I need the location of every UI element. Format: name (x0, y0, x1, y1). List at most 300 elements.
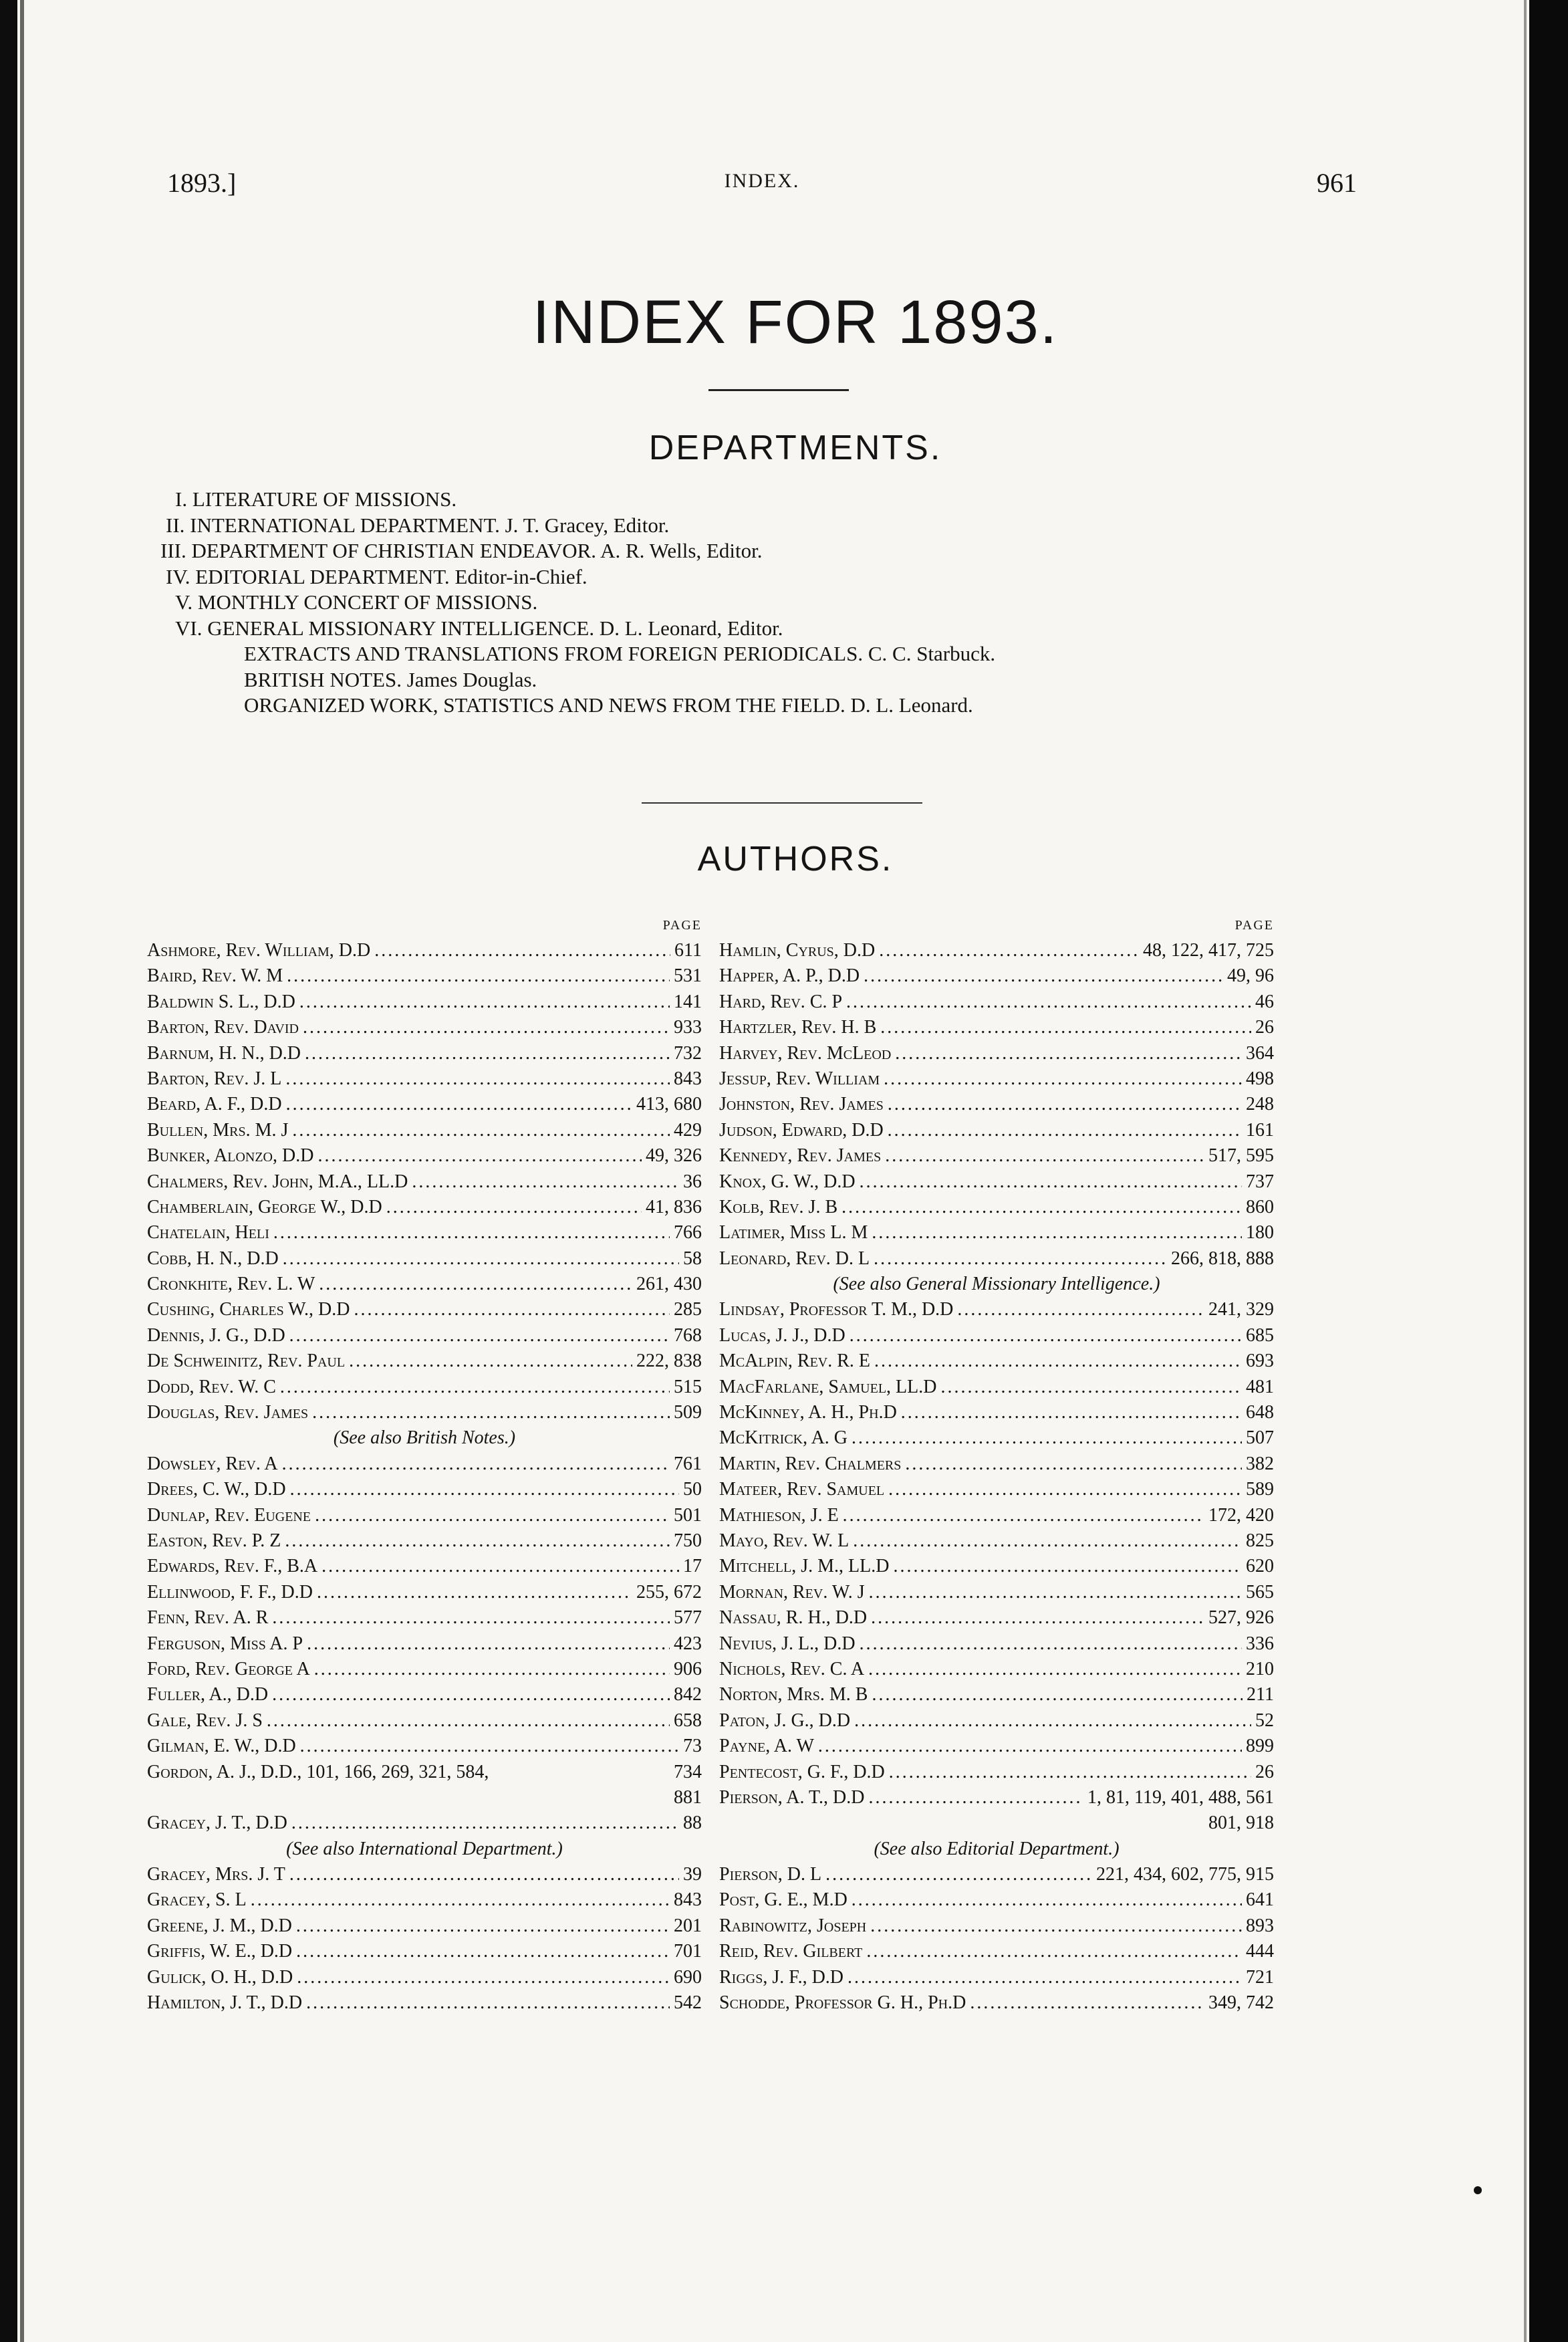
dot-leader (905, 1451, 1242, 1477)
page-references: 349, 742 (1208, 1992, 1274, 2014)
author-name: Jessup, Rev. William (719, 1068, 880, 1089)
page-references: 481 (1246, 1376, 1274, 1397)
department-title: GENERAL MISSIONARY INTELLIGENCE. (207, 616, 595, 640)
page-references: 46 (1255, 991, 1274, 1012)
author-entry (147, 1015, 702, 1040)
department-numeral: V. (175, 590, 193, 614)
dot-leader (970, 1990, 1204, 2016)
author-entry (719, 1862, 1274, 1887)
scan-edge-right-shadow (1524, 0, 1527, 2342)
page-references: 423 (674, 1633, 702, 1654)
author-entry (147, 1066, 702, 1092)
author-name: Douglas, Rev. James (147, 1402, 309, 1423)
author-name: Dowsley, Rev. A (147, 1453, 278, 1474)
author-name: Gulick, O. H., D.D (147, 1966, 293, 1988)
author-name: Harvey, Rev. McLeod (719, 1042, 892, 1064)
author-entry (147, 1682, 702, 1708)
dot-leader (319, 1272, 632, 1297)
author-entry (147, 963, 702, 989)
author-name: Hamilton, J. T., D.D (147, 1992, 303, 2014)
author-name: Ford, Rev. George A (147, 1658, 310, 1679)
dot-leader (287, 963, 670, 989)
dot-leader (853, 1528, 1242, 1554)
subitem-editor: James Douglas. (406, 667, 537, 691)
author-entry (719, 1092, 1274, 1117)
department-numeral: II. (166, 513, 185, 537)
author-name: Nevius, J. L., D.D (719, 1633, 856, 1654)
author-name: Bunker, Alonzo, D.D (147, 1145, 314, 1167)
author-entry (719, 1041, 1274, 1066)
page-column-label: PAGE (662, 918, 702, 933)
dot-leader (317, 1580, 632, 1605)
author-entry (719, 1169, 1274, 1195)
dot-leader (868, 1785, 1083, 1810)
page-references: 843 (674, 1068, 702, 1089)
page-references: 648 (1246, 1402, 1274, 1423)
author-entry (719, 1605, 1274, 1631)
dot-leader (303, 1015, 670, 1040)
dot-leader (286, 1092, 632, 1117)
author-name: Lindsay, Professor T. M., D.D (719, 1299, 954, 1320)
department-title: INTERNATIONAL DEPARTMENT. (190, 513, 500, 537)
author-name: Gracey, J. T., D.D (147, 1812, 287, 1834)
author-name: Chalmers, Rev. John, M.A., LL.D (147, 1171, 408, 1192)
dot-leader (869, 1580, 1242, 1605)
author-entry (719, 963, 1274, 989)
dot-leader (305, 1041, 670, 1066)
page-references: 49, 326 (646, 1145, 702, 1167)
page-references: 382 (1246, 1453, 1274, 1474)
author-entry (719, 1760, 1274, 1785)
page-references: 221, 434, 602, 775, 915 (1096, 1864, 1274, 1885)
page-references: 611 (674, 940, 702, 961)
department-editor: D. L. Leonard, Editor. (599, 616, 783, 640)
page-references: 565 (1246, 1581, 1274, 1603)
author-entry (147, 1272, 702, 1297)
see-also-note: (See also International Department.) (286, 1838, 563, 1859)
page-references: 285 (674, 1299, 702, 1320)
author-entry (719, 938, 1274, 963)
department-title: EDITORIAL DEPARTMENT. (195, 564, 450, 588)
page-references: 50 (683, 1479, 702, 1500)
author-entry (719, 1451, 1274, 1477)
department-item (160, 513, 1417, 539)
dot-leader (272, 1682, 670, 1708)
author-name: Mateer, Rev. Samuel (719, 1479, 885, 1500)
dot-leader (251, 1887, 670, 1913)
subitem-title: BRITISH NOTES. (244, 667, 402, 691)
dot-leader (957, 1297, 1204, 1322)
page-references: 737 (1246, 1171, 1274, 1192)
author-name: McKinney, A. H., Ph.D (719, 1402, 897, 1423)
dot-leader (872, 1682, 1243, 1708)
page-references: 685 (1246, 1324, 1274, 1346)
department-subitem (160, 693, 1417, 719)
author-entry (719, 989, 1274, 1015)
author-entry (147, 1708, 702, 1734)
author-name: Nassau, R. H., D.D (719, 1607, 868, 1629)
author-entry (719, 1246, 1274, 1272)
dot-leader (296, 1939, 670, 1964)
page-references: 261, 430 (636, 1274, 702, 1295)
dot-leader (412, 1169, 679, 1195)
dot-leader (273, 1220, 670, 1246)
author-entry (147, 1990, 702, 2016)
dot-leader (349, 1349, 632, 1374)
author-name: Fenn, Rev. A. R (147, 1607, 269, 1629)
page-references: 336 (1246, 1633, 1274, 1654)
author-entry (719, 1708, 1274, 1734)
dot-leader (885, 1143, 1204, 1169)
page-references: 693 (1246, 1351, 1274, 1372)
page-references: 577 (674, 1607, 702, 1629)
author-entry (719, 1785, 1274, 1810)
department-editor: Editor-in-Chief. (454, 564, 587, 588)
department-item (160, 487, 1417, 513)
author-entry (147, 1862, 702, 1887)
running-head-year: 1893.] (167, 168, 237, 198)
author-name: Payne, A. W (719, 1736, 814, 1757)
page-references: 172, 420 (1208, 1504, 1274, 1526)
author-entry (147, 1939, 702, 1964)
author-entry (719, 1477, 1274, 1502)
author-entry (147, 1451, 702, 1477)
page-references: 761 (674, 1453, 702, 1474)
department-numeral: I. (175, 487, 188, 511)
dot-leader (317, 1143, 642, 1169)
dot-leader (895, 1041, 1242, 1066)
page-references: 73 (683, 1736, 702, 1757)
department-subitem (160, 667, 1417, 693)
dot-leader (888, 1477, 1242, 1502)
author-name: Rabinowitz, Joseph (719, 1915, 867, 1936)
department-editor: J. T. Gracey, Editor. (505, 513, 670, 537)
author-name: McAlpin, Rev. R. E (719, 1351, 871, 1372)
department-item (160, 564, 1417, 590)
author-name: Mathieson, J. E (719, 1504, 839, 1526)
dot-leader (818, 1734, 1242, 1759)
dot-leader (868, 1657, 1242, 1682)
author-entry (147, 1657, 702, 1682)
author-entry (719, 1657, 1274, 1682)
author-name: Lucas, J. J., D.D (719, 1324, 845, 1346)
author-name: Judson, Edward, D.D (719, 1119, 884, 1141)
dot-leader (843, 1503, 1204, 1528)
author-name: Dodd, Rev. W. C (147, 1376, 276, 1397)
page-references: 222, 838 (636, 1351, 702, 1372)
author-name: Ashmore, Rev. William, D.D (147, 940, 371, 961)
dot-leader (290, 1477, 679, 1502)
author-name: Ferguson, Miss A. P (147, 1633, 303, 1654)
see-also-note: (See also British Notes.) (333, 1427, 516, 1449)
author-name: Gracey, S. L (147, 1889, 247, 1911)
page-references: 860 (1246, 1196, 1274, 1217)
author-name: Chamberlain, George W., D.D (147, 1196, 382, 1217)
page-references: 26 (1255, 1017, 1274, 1038)
author-name: Chatelain, Heli (147, 1222, 269, 1244)
page-references: 39 (683, 1864, 702, 1885)
department-editor: A. R. Wells, Editor. (600, 539, 763, 562)
dot-leader (847, 1965, 1242, 1990)
subitem-editor: D. L. Leonard. (850, 693, 973, 717)
author-entry (147, 1477, 702, 1502)
dot-leader (285, 1066, 670, 1092)
author-name: Mornan, Rev. W. J (719, 1581, 865, 1603)
dot-leader (289, 1862, 679, 1887)
dot-leader (825, 1862, 1092, 1887)
page-references: 248 (1246, 1094, 1274, 1115)
author-entry (719, 1015, 1274, 1040)
page-references: 241, 329 (1208, 1299, 1274, 1320)
dot-leader (872, 1220, 1242, 1246)
author-entry (719, 1990, 1274, 2016)
authors-column-left (147, 913, 702, 2016)
page-references: 906 (674, 1658, 702, 1679)
page-references: 509 (674, 1402, 702, 1423)
department-title: LITERATURE OF MISSIONS. (192, 487, 457, 511)
author-name: Schodde, Professor G. H., Ph.D (719, 1992, 966, 2014)
author-entry (147, 1092, 702, 1117)
page-references: 825 (1246, 1530, 1274, 1551)
author-entry (719, 1220, 1274, 1246)
author-entry (147, 1118, 702, 1143)
author-entry (147, 1631, 702, 1657)
dot-leader (315, 1503, 670, 1528)
page-references: 501 (674, 1504, 702, 1526)
dot-leader (289, 1323, 670, 1349)
dot-leader (841, 1195, 1242, 1220)
author-name: Hamlin, Cyrus, D.D (719, 940, 876, 961)
dot-leader (272, 1605, 670, 1631)
page-references: 48, 122, 417, 725 (1143, 940, 1274, 961)
author-entry (719, 1066, 1274, 1092)
author-entry (147, 1760, 702, 1785)
dot-leader (291, 1810, 679, 1836)
author-name: Happer, A. P., D.D (719, 965, 860, 987)
author-name: Dennis, J. G., D.D (147, 1324, 285, 1346)
dot-leader (297, 1965, 670, 1990)
author-name: Fuller, A., D.D (147, 1684, 269, 1706)
author-entry (719, 1143, 1274, 1169)
department-numeral: IV. (166, 564, 190, 588)
page-references: 542 (674, 1992, 702, 2014)
author-entry (147, 1605, 702, 1631)
author-name: Paton, J. G., D.D (719, 1710, 851, 1731)
author-entry (719, 1425, 1274, 1451)
see-also-note: (See also Editorial Department.) (874, 1838, 1120, 1859)
dot-leader (386, 1195, 642, 1220)
author-name: Kolb, Rev. J. B (719, 1196, 838, 1217)
dot-leader (852, 1887, 1242, 1913)
author-name: Latimer, Miss L. M (719, 1222, 868, 1244)
author-name: Johnston, Rev. James (719, 1094, 884, 1115)
dot-leader (874, 1349, 1242, 1374)
dot-leader (299, 989, 670, 1015)
author-name: Baird, Rev. W. M (147, 965, 283, 987)
page-references: 180 (1246, 1222, 1274, 1244)
page-references: 893 (1246, 1915, 1274, 1936)
running-head-title: INDEX. (724, 170, 800, 192)
department-item (160, 590, 1417, 616)
author-entry (719, 1580, 1274, 1605)
page-references: 498 (1246, 1068, 1274, 1089)
author-entry (147, 1375, 702, 1400)
author-entry (719, 1375, 1274, 1400)
author-entry (719, 1118, 1274, 1143)
dot-leader (283, 1246, 679, 1272)
departments-list (160, 487, 1417, 719)
page-references: 658 (674, 1710, 702, 1731)
page-references: 201 (674, 1915, 702, 1936)
page-references: 429 (674, 1119, 702, 1141)
author-name: Mayo, Rev. W. L (719, 1530, 850, 1551)
department-item (160, 616, 1417, 642)
author-entry (147, 1810, 702, 1836)
page-references: 1, 81, 119, 401, 488, 561 (1087, 1786, 1274, 1808)
page-references: 701 (674, 1941, 702, 1962)
author-entry (147, 989, 702, 1015)
page-references: 49, 96 (1227, 965, 1274, 987)
dot-leader (874, 1246, 1167, 1272)
author-name: MacFarlane, Samuel, LL.D (719, 1376, 937, 1397)
document-page (114, 0, 1477, 2342)
page-references: 17 (683, 1556, 702, 1577)
scan-edge-left (0, 0, 17, 2342)
author-name: Pierson, D. L (719, 1864, 822, 1885)
author-name: Griffis, W. E., D.D (147, 1941, 293, 1962)
page-references: 58 (683, 1248, 702, 1269)
author-name: Reid, Rev. Gilbert (719, 1941, 863, 1962)
author-name: Barnum, H. N., D.D (147, 1042, 301, 1064)
author-name: Beard, A. F., D.D (147, 1094, 282, 1115)
dot-leader (282, 1451, 670, 1477)
author-name: Cushing, Charles W., D.D (147, 1299, 350, 1320)
author-name: Baldwin S. L., D.D (147, 991, 295, 1012)
dot-leader (850, 1323, 1242, 1349)
author-entry (719, 1734, 1274, 1759)
dot-leader (860, 1169, 1242, 1195)
page-references: 750 (674, 1530, 702, 1551)
author-entry (719, 1528, 1274, 1554)
author-entry (147, 1349, 702, 1374)
author-name: McKitrick, A. G (719, 1427, 848, 1449)
see-also-note: (See also General Missionary Intelligence.) (833, 1274, 1160, 1295)
subitem-title: ORGANIZED WORK, STATISTICS AND NEWS FROM THE FIELD. (244, 693, 845, 717)
author-entry (147, 1734, 702, 1759)
author-entry (147, 1400, 702, 1425)
dot-leader (880, 1015, 1251, 1040)
dot-leader (940, 1375, 1242, 1400)
dot-leader (292, 1118, 670, 1143)
page-references: 589 (1246, 1479, 1274, 1500)
authors-column-right (719, 913, 1274, 2016)
page-references: 515 (674, 1376, 702, 1397)
author-entry (719, 1682, 1274, 1708)
author-entry (147, 1580, 702, 1605)
page-references: 732 (674, 1042, 702, 1064)
dot-leader (884, 1066, 1242, 1092)
author-entry (147, 1143, 702, 1169)
author-name: Pentecost, G. F., D.D (719, 1761, 885, 1782)
page-references: 413, 680 (636, 1094, 702, 1115)
author-entry (719, 1887, 1274, 1913)
page-references: 768 (674, 1324, 702, 1346)
author-entry (719, 1965, 1274, 1990)
dot-leader (879, 938, 1139, 963)
author-entry (719, 1913, 1274, 1939)
author-entry (147, 1554, 702, 1579)
dot-leader (307, 1631, 670, 1657)
page-references: 734 (674, 1761, 702, 1782)
author-name: Norton, Mrs. M. B (719, 1684, 868, 1706)
dot-leader (285, 1528, 670, 1554)
dot-leader (871, 1605, 1204, 1631)
author-name: Dunlap, Rev. Eugene (147, 1504, 311, 1526)
author-name: Pierson, A. T., D.D (719, 1786, 865, 1808)
author-name: Cronkhite, Rev. L. W (147, 1274, 315, 1295)
author-entry (719, 1297, 1274, 1322)
page-references: 620 (1246, 1556, 1274, 1577)
dot-leader (374, 938, 670, 963)
author-name: Ellinwood, F. F., D.D (147, 1581, 313, 1603)
author-name: Gale, Rev. J. S (147, 1710, 263, 1731)
dot-leader (866, 1939, 1242, 1964)
author-entry (147, 1195, 702, 1220)
page-references: 933 (674, 1017, 702, 1038)
dot-leader (312, 1400, 670, 1425)
dot-leader (888, 1118, 1242, 1143)
dot-leader (354, 1297, 670, 1322)
author-entry (719, 1631, 1274, 1657)
department-numeral: III. (160, 539, 186, 562)
page-references: 507 (1246, 1427, 1274, 1449)
author-entry (147, 1220, 702, 1246)
scan-edge-left-shadow (20, 0, 24, 2342)
page-references: 36 (683, 1171, 702, 1192)
author-name: Mitchell, J. M., LL.D (719, 1556, 890, 1577)
dot-leader (846, 989, 1251, 1015)
author-name: Knox, G. W., D.D (719, 1171, 856, 1192)
title-rule (708, 389, 849, 391)
page-references: 531 (674, 965, 702, 987)
dot-leader (306, 1990, 670, 2016)
dot-leader (854, 1708, 1251, 1734)
department-title: DEPARTMENT OF CHRISTIAN ENDEAVOR. (191, 539, 597, 562)
author-entry (147, 1528, 702, 1554)
page-references: 210 (1246, 1658, 1274, 1679)
page-references: 843 (674, 1889, 702, 1911)
page-references: 766 (674, 1222, 702, 1244)
dot-leader (267, 1708, 670, 1734)
author-name: Martin, Rev. Chalmers (719, 1453, 902, 1474)
author-entry (719, 1349, 1274, 1374)
page-references: 527, 926 (1208, 1607, 1274, 1629)
author-entry (719, 1323, 1274, 1349)
dot-leader (901, 1400, 1242, 1425)
author-entry (147, 1041, 702, 1066)
author-name: De Schweinitz, Rev. Paul (147, 1351, 346, 1372)
author-name: Easton, Rev. P. Z (147, 1530, 281, 1551)
dot-leader (870, 1913, 1242, 1939)
page-column-label: PAGE (1234, 918, 1274, 933)
section-rule (642, 802, 922, 804)
dot-leader (296, 1913, 670, 1939)
page-references: 690 (674, 1966, 702, 1988)
page-references: 842 (674, 1684, 702, 1706)
page-title: INDEX FOR 1893. (532, 288, 1059, 356)
page-references: 517, 595 (1208, 1145, 1274, 1167)
author-name: Barton, Rev. J. L (147, 1068, 282, 1089)
